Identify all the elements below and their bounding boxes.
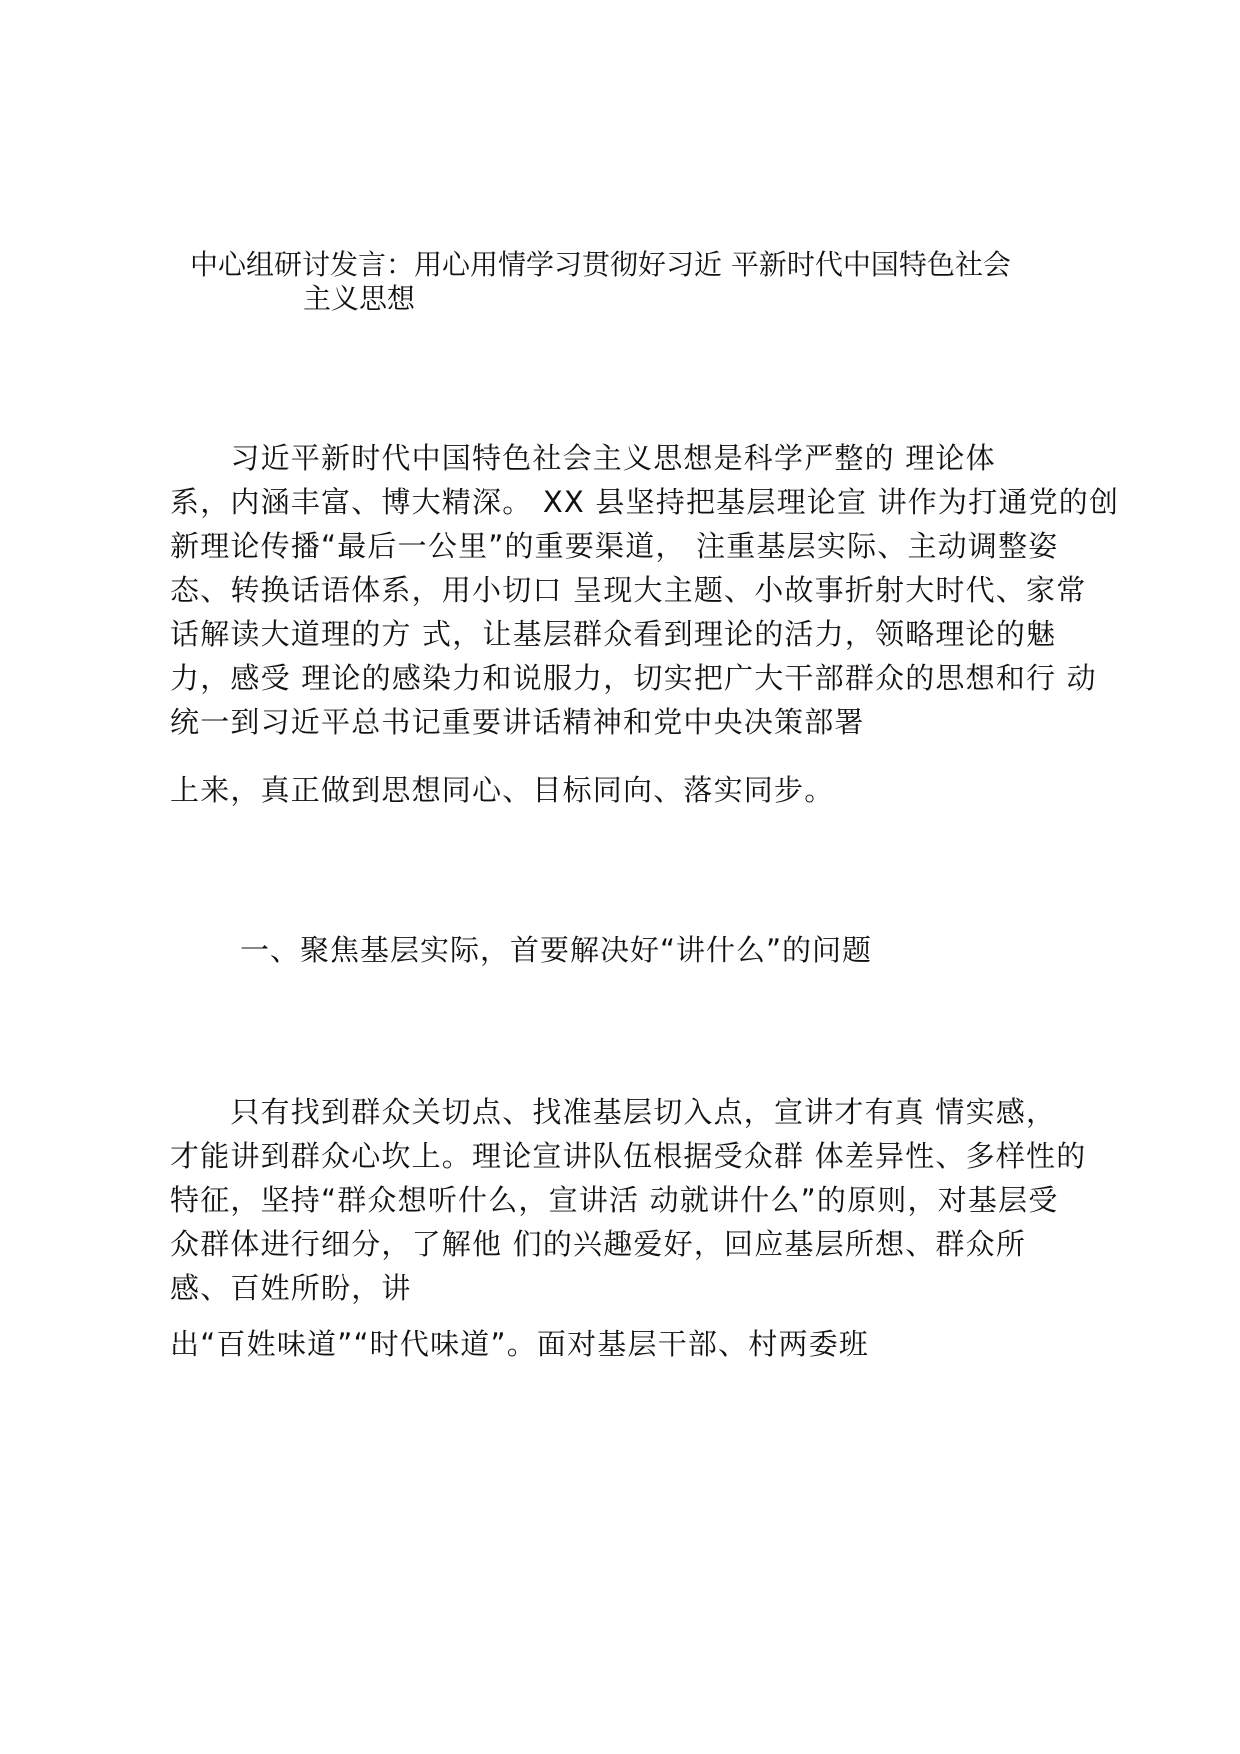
paragraph-intro-tail [170, 768, 1095, 812]
document-title [190, 248, 1070, 316]
paragraph-line: 特征，坚持“群众想听什么，宣讲活 动就讲什么”的原则，对基层受 [170, 1183, 1059, 1217]
paragraph-line: 力，感受 理论的感染力和说服力，切实把广大干部群众的思想和行 动 [170, 661, 1097, 695]
paragraph-line: 感、百姓所盼，讲 [170, 1271, 412, 1305]
title-line-1: 中心组研讨发言：用心用情学习贯彻好习近 平新时代中国特色社会 [190, 248, 1011, 281]
paragraph-line: 习近平新时代中国特色社会主义思想是科学严整的 理论体 [170, 441, 996, 475]
paragraph-intro [170, 436, 1120, 744]
paragraph-line: 上来，真正做到思想同心、目标同向、落实同步。 [170, 773, 835, 807]
paragraph-section-one [170, 1090, 1087, 1310]
paragraph-line: 系，内涵丰富、博大精深。 XX 县坚持把基层理论宣 讲作为打通党的创 [170, 485, 1120, 519]
paragraph-line: 众群体进行细分，了解他 们的兴趣爱好，回应基层所想、群众所 [170, 1227, 1027, 1261]
paragraph-section-one-tail [170, 1322, 1095, 1366]
paragraph-line: 出“百姓味道”“时代味道”。面对基层干部、村两委班 [170, 1327, 870, 1361]
paragraph-line: 话解读大道理的方 式，让基层群众看到理论的活力，领略理论的魅 [170, 617, 1057, 651]
paragraph-line: 只有找到群众关切点、找准基层切入点，宣讲才有真 情实感， [170, 1095, 1057, 1129]
paragraph-line: 新理论传播“最后一公里”的重要渠道， 注重基层实际、主动调整姿 [170, 529, 1059, 563]
paragraph-line: 才能讲到群众心坎上。理论宣讲队伍根据受众群 体差异性、多样性的 [170, 1139, 1087, 1173]
section-heading: 一、聚焦基层实际，首要解决好“讲什么”的问题 [240, 933, 873, 967]
title-line-2: 主义思想 [303, 282, 416, 315]
paragraph-line: 统一到习近平总书记重要讲话精神和党中央决策部署 [170, 705, 865, 739]
paragraph-line: 态、转换话语体系，用小切口 呈现大主题、小故事折射大时代、家常 [170, 573, 1087, 607]
